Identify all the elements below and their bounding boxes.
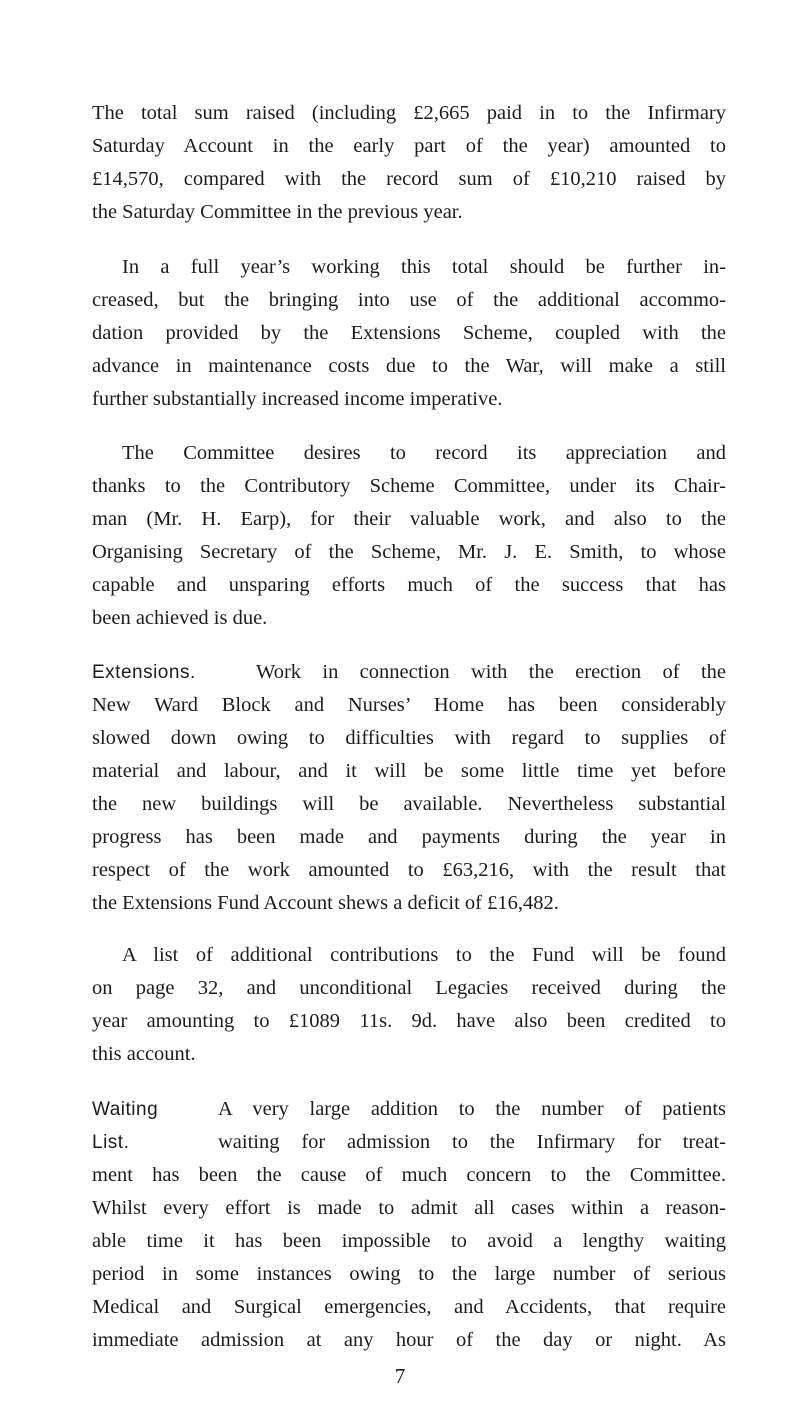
text-line: slowed down owing to difficulties with regard to supplies of	[92, 727, 726, 749]
text-line: Saturday Account in the early part of the year) amounted to	[92, 135, 726, 157]
heading-waiting: Waiting	[92, 1099, 159, 1120]
text-line: material and labour, and it will be some little time yet before	[92, 760, 726, 782]
text-line: Work in connection with the erection of the	[256, 661, 726, 683]
text-line: In a full year’s working this total should be further in-	[122, 256, 726, 278]
paragraph-additional-contributions	[92, 939, 726, 1071]
text-line: further substantially increased income imperative.	[92, 388, 503, 410]
text-line: dation provided by the Extensions Scheme, coupled with the	[92, 322, 726, 344]
text-line: thanks to the Contributory Scheme Committee, under its Chair-	[92, 475, 726, 497]
text-line: man (Mr. H. Earp), for their valuable work, and also to the	[92, 508, 726, 530]
text-line: on page 32, and unconditional Legacies received during the	[92, 977, 726, 999]
text-line: the Extensions Fund Account shews a deficit of £16,482.	[92, 892, 559, 914]
page-number: 7	[394, 1364, 406, 1388]
text-line: respect of the work amounted to £63,216, with the result that	[92, 859, 726, 881]
text-line: year amounting to £1089 11s. 9d. have also been credited to	[92, 1010, 726, 1032]
text-line: period in some instances owing to the large number of serious	[92, 1263, 726, 1285]
text-line: Whilst every effort is made to admit all cases within a reason-	[92, 1197, 726, 1219]
text-line: ment has been the cause of much concern to the Committee.	[92, 1164, 726, 1186]
text-line: A very large addition to the number of patients	[218, 1098, 726, 1120]
text-line: New Ward Block and Nurses’ Home has been considerably	[92, 694, 726, 716]
text-line: The total sum raised (including £2,665 paid in to the Infirmary	[92, 102, 726, 124]
text-line: this account.	[92, 1043, 196, 1065]
text-line: immediate admission at any hour of the day or night. As	[92, 1329, 726, 1351]
text-line: the new buildings will be available. Nevertheless substantial	[92, 793, 726, 815]
paragraph-extensions	[92, 656, 726, 920]
paragraph-total-sum	[92, 97, 726, 229]
text-line: creased, but the bringing into use of the additional accommo-	[92, 289, 726, 311]
paragraph-appreciation	[92, 437, 726, 635]
text-line: The Committee desires to record its appreciation and	[122, 442, 726, 464]
text-line: progress has been made and payments during the year in	[92, 826, 726, 848]
text-line: advance in maintenance costs due to the War, will make a still	[92, 355, 726, 377]
text-line: £14,570, compared with the record sum of £10,210 raised by	[92, 168, 726, 190]
text-line: able time it has been impossible to avoid a lengthy waiting	[92, 1230, 726, 1252]
paragraph-full-year	[92, 251, 726, 416]
text-line: Medical and Surgical emergencies, and Accidents, that require	[92, 1296, 726, 1318]
text-line: the Saturday Committee in the previous year.	[92, 201, 463, 223]
text-line: capable and unsparing efforts much of the success that has	[92, 574, 726, 596]
heading-extensions: Extensions.	[92, 662, 196, 683]
text-line: been achieved is due.	[92, 607, 268, 629]
heading-list: List.	[92, 1132, 130, 1153]
paragraph-waiting-list	[92, 1093, 726, 1357]
text-line: waiting for admission to the Infirmary for treat-	[218, 1131, 726, 1153]
text-line: A list of additional contributions to the Fund will be found	[122, 944, 726, 966]
text-line: Organising Secretary of the Scheme, Mr. J. E. Smith, to whose	[92, 541, 726, 563]
